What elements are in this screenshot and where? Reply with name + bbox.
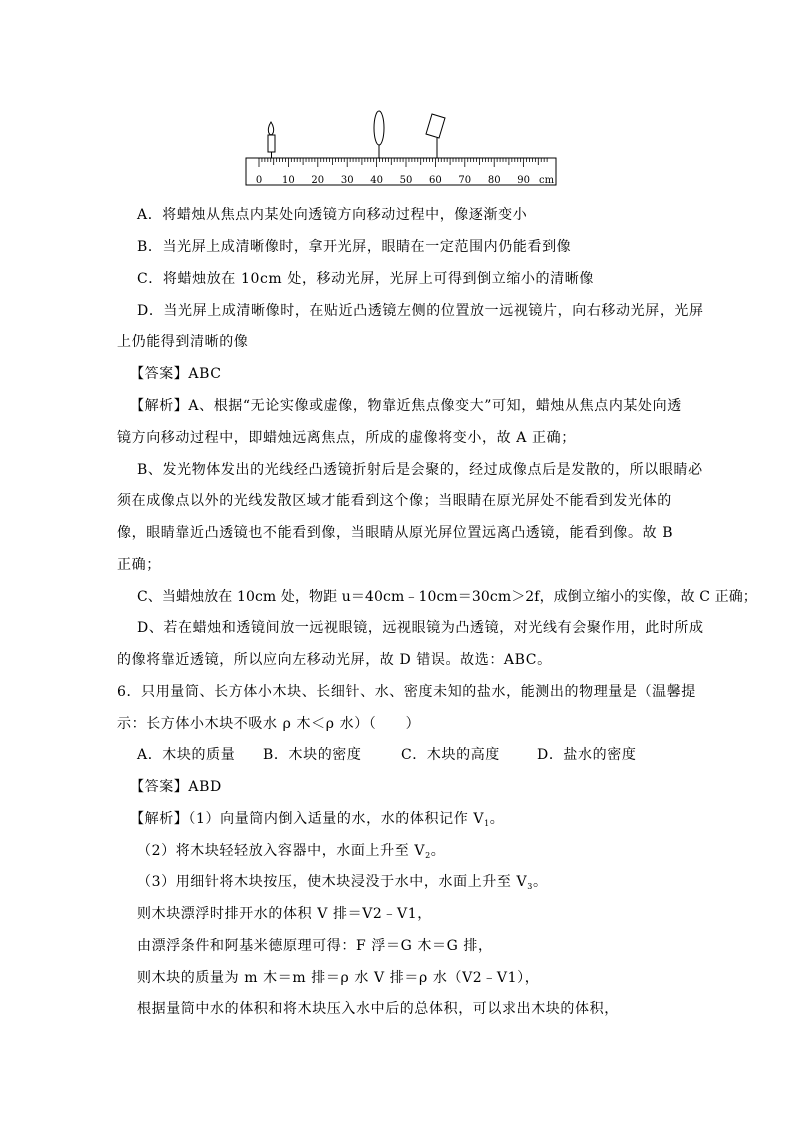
q6-explanation-5: 由漂浮条件和阿基米德原理可得：F 浮＝G 木＝G 排，: [137, 938, 493, 954]
q6-option-b: B．木块的密度: [263, 747, 362, 763]
q6-explanation-2-sub: 2: [425, 851, 431, 860]
light-screen-icon: [426, 114, 445, 158]
optical-bench-svg: [240, 108, 562, 190]
ruler-tick-label: 70: [458, 175, 472, 186]
q6-explanation-3-text: （3）用细针将木块按压，使木块浸没于水中，水面上升至 V: [137, 874, 528, 890]
q6-option-d: D．盐水的密度: [537, 747, 637, 763]
q5-option-d-line2: 上仍能得到清晰的像: [117, 334, 249, 350]
q6-option-c: C．木块的高度: [401, 747, 500, 763]
q6-explanation-3-end: 。: [532, 874, 548, 890]
q5-option-c: C．将蜡烛放在 10cm 处，移动光屏，光屏上可得到倒立缩小的清晰像: [137, 271, 594, 287]
q5-explanation-4: 须在成像点以外的光线发散区域才能看到这个像；当眼睛在原光屏处不能看到发光体的: [117, 493, 672, 509]
ruler-tick-label: 0: [255, 175, 263, 186]
q5-explanation-3: B、发光物体发出的光线经凸透镜折射后是会聚的，经过成像点后是发散的，所以眼睛必: [137, 462, 703, 478]
q6-explanation-4: 则木块漂浮时排开水的体积 V 排＝V2﹣V1，: [137, 906, 432, 922]
q5-option-a: A．将蜡烛从焦点内某处向透镜方向移动过程中，像逐渐变小: [137, 207, 528, 223]
ruler-tick-label: 80: [487, 175, 501, 186]
q5-option-b: B．当光屏上成清晰像时，拿开光屏，眼睛在一定范围内仍能看到像: [137, 239, 572, 255]
q6-explanation-1-end: 。: [489, 811, 505, 827]
q6-stem-line1: 6．只用量筒、长方体小木块、长细针、水、密度未知的盐水，能测出的物理量是（温馨提: [117, 684, 696, 700]
convex-lens-icon: [374, 111, 384, 158]
q6-explanation-2: [137, 842, 794, 865]
q6-explanation-3: [137, 873, 794, 896]
q6-explanation-2-end: 。: [430, 843, 446, 859]
q6-explanation-3-sub: 3: [527, 882, 533, 891]
ruler-tick-label: 50: [399, 175, 413, 186]
q5-explanation-9: 的像将靠近透镜，所以应向左移动光屏，故 D 错误。故选：ABC。: [117, 652, 552, 668]
q5-explanation-6: 正确；: [117, 557, 161, 573]
ruler-tick-label: 10: [282, 175, 295, 186]
ruler-tick-label: 90: [517, 175, 530, 186]
q5-explanation-7: C、当蜡烛放在 10cm 处，物距 u＝40cm﹣10cm＝30cm＞2f，成倒立缩小的实像，故 C 正确；: [137, 589, 757, 605]
q6-explanation-7: 根据量筒中水的体积和将木块压入水中后的总体积，可以求出木块的体积，: [137, 1001, 619, 1017]
q5-explanation-2: 镜方向移动过程中，即蜡烛远离焦点，所成的虚像将变小，故 A 正确；: [117, 430, 576, 446]
ruler-tick-label: 30: [340, 175, 354, 186]
ruler-tick-label: 60: [429, 175, 442, 186]
q6-options-row: [137, 746, 794, 764]
ruler-ticks: [259, 158, 547, 167]
candle-icon: [268, 122, 275, 158]
q5-explanation-8: D、若在蜡烛和透镜间放一远视眼镜，远视眼镜为凸透镜，对光线有会聚作用，此时所成: [137, 620, 704, 636]
q6-explanation-1-sub: 1: [484, 819, 490, 828]
q6-explanation-1: [130, 810, 794, 833]
q5-option-d-line1: D．当光屏上成清晰像时，在贴近凸透镜左侧的位置放一远视镜片，向右移动光屏，光屏: [137, 303, 704, 319]
ruler-unit: cm: [539, 175, 555, 186]
q5-explanation-1: 【解析】A、根据“无论实像或虚像，物靠近焦点像变大”可知，蜡烛从焦点内某处向透: [130, 398, 682, 414]
ruler-labels: [256, 175, 530, 186]
q5-answer: 【答案】ABC: [130, 366, 222, 382]
q6-explanation-6: 则木块的质量为 m 木＝m 排＝ρ 水 V 排＝ρ 水（V2﹣V1），: [137, 970, 540, 986]
q6-explanation-1-text: 【解析】（1）向量筒内倒入适量的水，水的体积记作 V: [130, 811, 485, 827]
q6-answer: 【答案】ABD: [130, 779, 222, 795]
ruler: [246, 158, 556, 186]
q6-stem-line2: 示：长方体小木块不吸水 ρ 木＜ρ 水）（ ）: [117, 716, 421, 732]
q5-explanation-5: 像，眼睛靠近凸透镜也不能看到像，当眼睛从原光屏位置远离凸透镜，能看到像。故 B: [117, 525, 674, 541]
q6-option-a: A．木块的质量: [137, 747, 236, 763]
ruler-tick-label: 20: [311, 175, 325, 186]
optical-bench-figure: [240, 108, 562, 190]
ruler-tick-label: 40: [370, 175, 383, 186]
q6-explanation-2-text: （2）将木块轻轻放入容器中，水面上升至 V: [137, 843, 426, 859]
